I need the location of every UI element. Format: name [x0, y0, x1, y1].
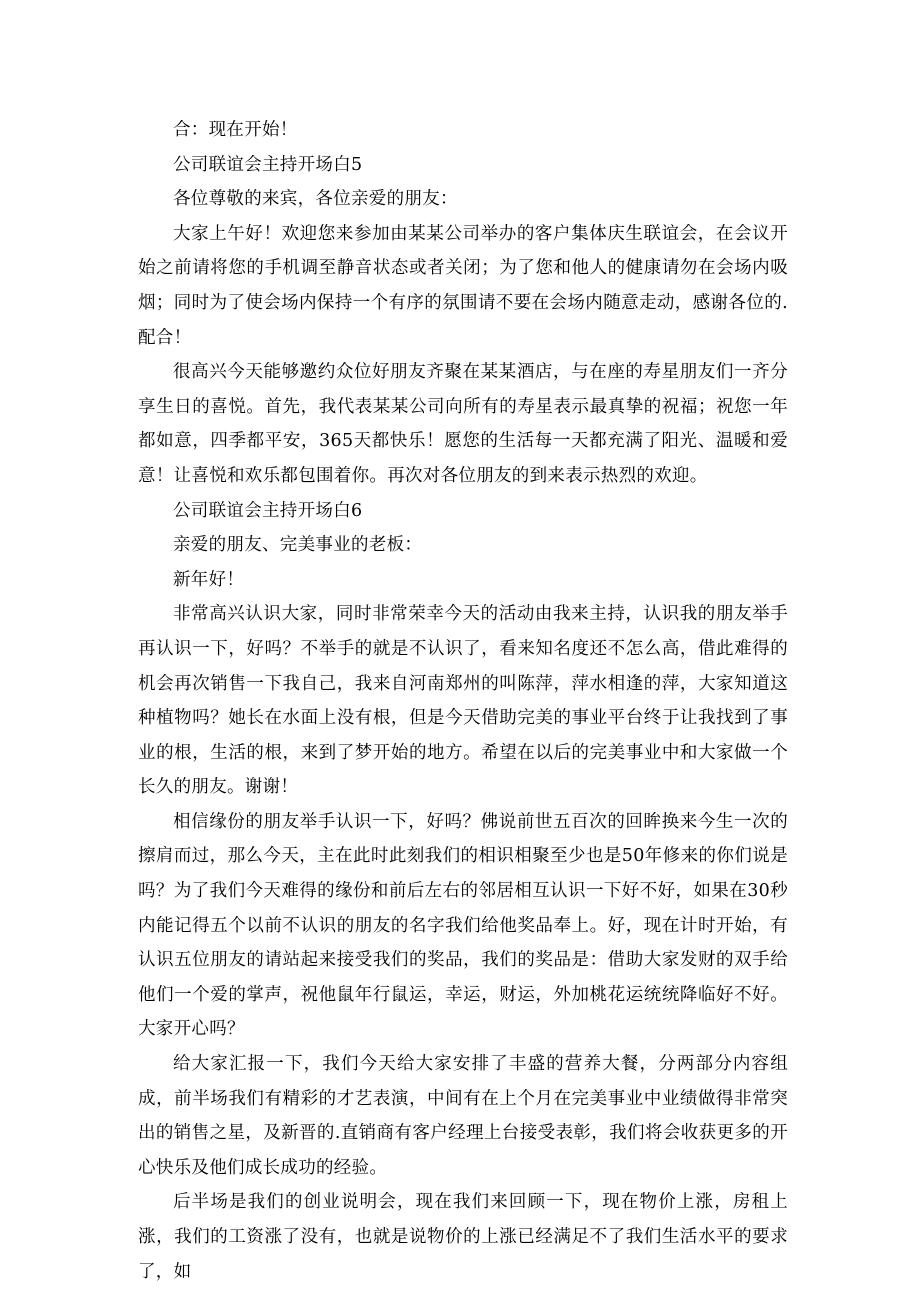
section-heading-6: 公司联谊会主持开场白6 — [173, 500, 363, 521]
body-paragraph: 给大家汇报一下，我们今天给大家安排了丰盛的营养大餐，分两部分内容组成，前半场我们有精彩的才艺表演，中间有在上个月在完美事业中业绩做得非常突出的销售之星，及新晋的.直销商有客户经理上台接受表彰，我们将会收获更多的开心快乐及他们成长成功的经验。 — [138, 1054, 788, 1178]
body-paragraph: 非常高兴认识大家，同时非常荣幸今天的活动由我来主持，认识我的朋友举手再认识一下，好吗？不举手的就是不认识了，看来知名度还不怎么高，借此难得的机会再次销售一下我自己，我来自河南郑州的叫陈萍，萍水相逢的萍，大家知道这种植物吗？她长在水面上没有根，但是今天借助完美的事业平台终于让我找到了事业的根，生活的根，来到了梦开始的地方。希望在以后的完美事业中和大家做一个长久的朋友。谢谢！ — [138, 604, 788, 798]
body-paragraph: 很高兴今天能够邀约众位好朋友齐聚在某某酒店，与在座的寿星朋友们一齐分享生日的喜悦。首先，我代表某某公司向所有的寿星表示最真挚的祝福；祝您一年都如意，四季都平安，365天都快乐！愿您的生活每一天都充满了阳光、温暖和爱意！让喜悦和欢乐都包围着你。再次对各位朋友的到来表示热烈的欢迎。 — [138, 362, 788, 486]
document-page — [138, 113, 788, 1289]
body-paragraph: 后半场是我们的创业说明会，现在我们来回顾一下，现在物价上涨，房租上涨，我们的工资涨了没有，也就是说物价的上涨已经满足不了我们生活水平的要求了，如 — [138, 1192, 788, 1282]
closing-line: 合：现在开始！ — [173, 120, 298, 140]
greeting-line: 亲爱的朋友、完美事业的老板： — [173, 535, 423, 556]
section-heading-5: 公司联谊会主持开场白5 — [173, 154, 363, 175]
body-paragraph: 相信缘份的朋友举手认识一下，好吗？佛说前世五百次的回眸换来今生一次的擦肩而过，那么今天，主在此时此刻我们的相识相聚至少也是50年修来的你们说是吗？为了我们今天难得的缘份和前后左右的邻居相互认识一下好不好，如果在30秒内能记得五个以前不认识的朋友的名字我们给他奖品奉上。好，现在计时开始，有认识五位朋友的请站起来接受我们的奖品，我们的奖品是：借助大家发财的双手给他们一个爱的掌声，祝他鼠年行鼠运，幸运，财运，外加桃花运统统降临好不好。大家开心吗？ — [138, 811, 788, 1040]
body-paragraph: 大家上午好！欢迎您来参加由某某公司举办的客户集体庆生联谊会，在会议开始之前请将您的手机调至静音状态或者关闭；为了您和他人的健康请勿在会场内吸烟；同时为了使会场内保持一个有序的氛围请不要在会场内随意走动，感谢各位的.配合！ — [138, 223, 788, 348]
greeting-line: 新年好！ — [173, 569, 245, 590]
greeting-line: 各位尊敬的来宾，各位亲爱的朋友： — [173, 189, 458, 210]
